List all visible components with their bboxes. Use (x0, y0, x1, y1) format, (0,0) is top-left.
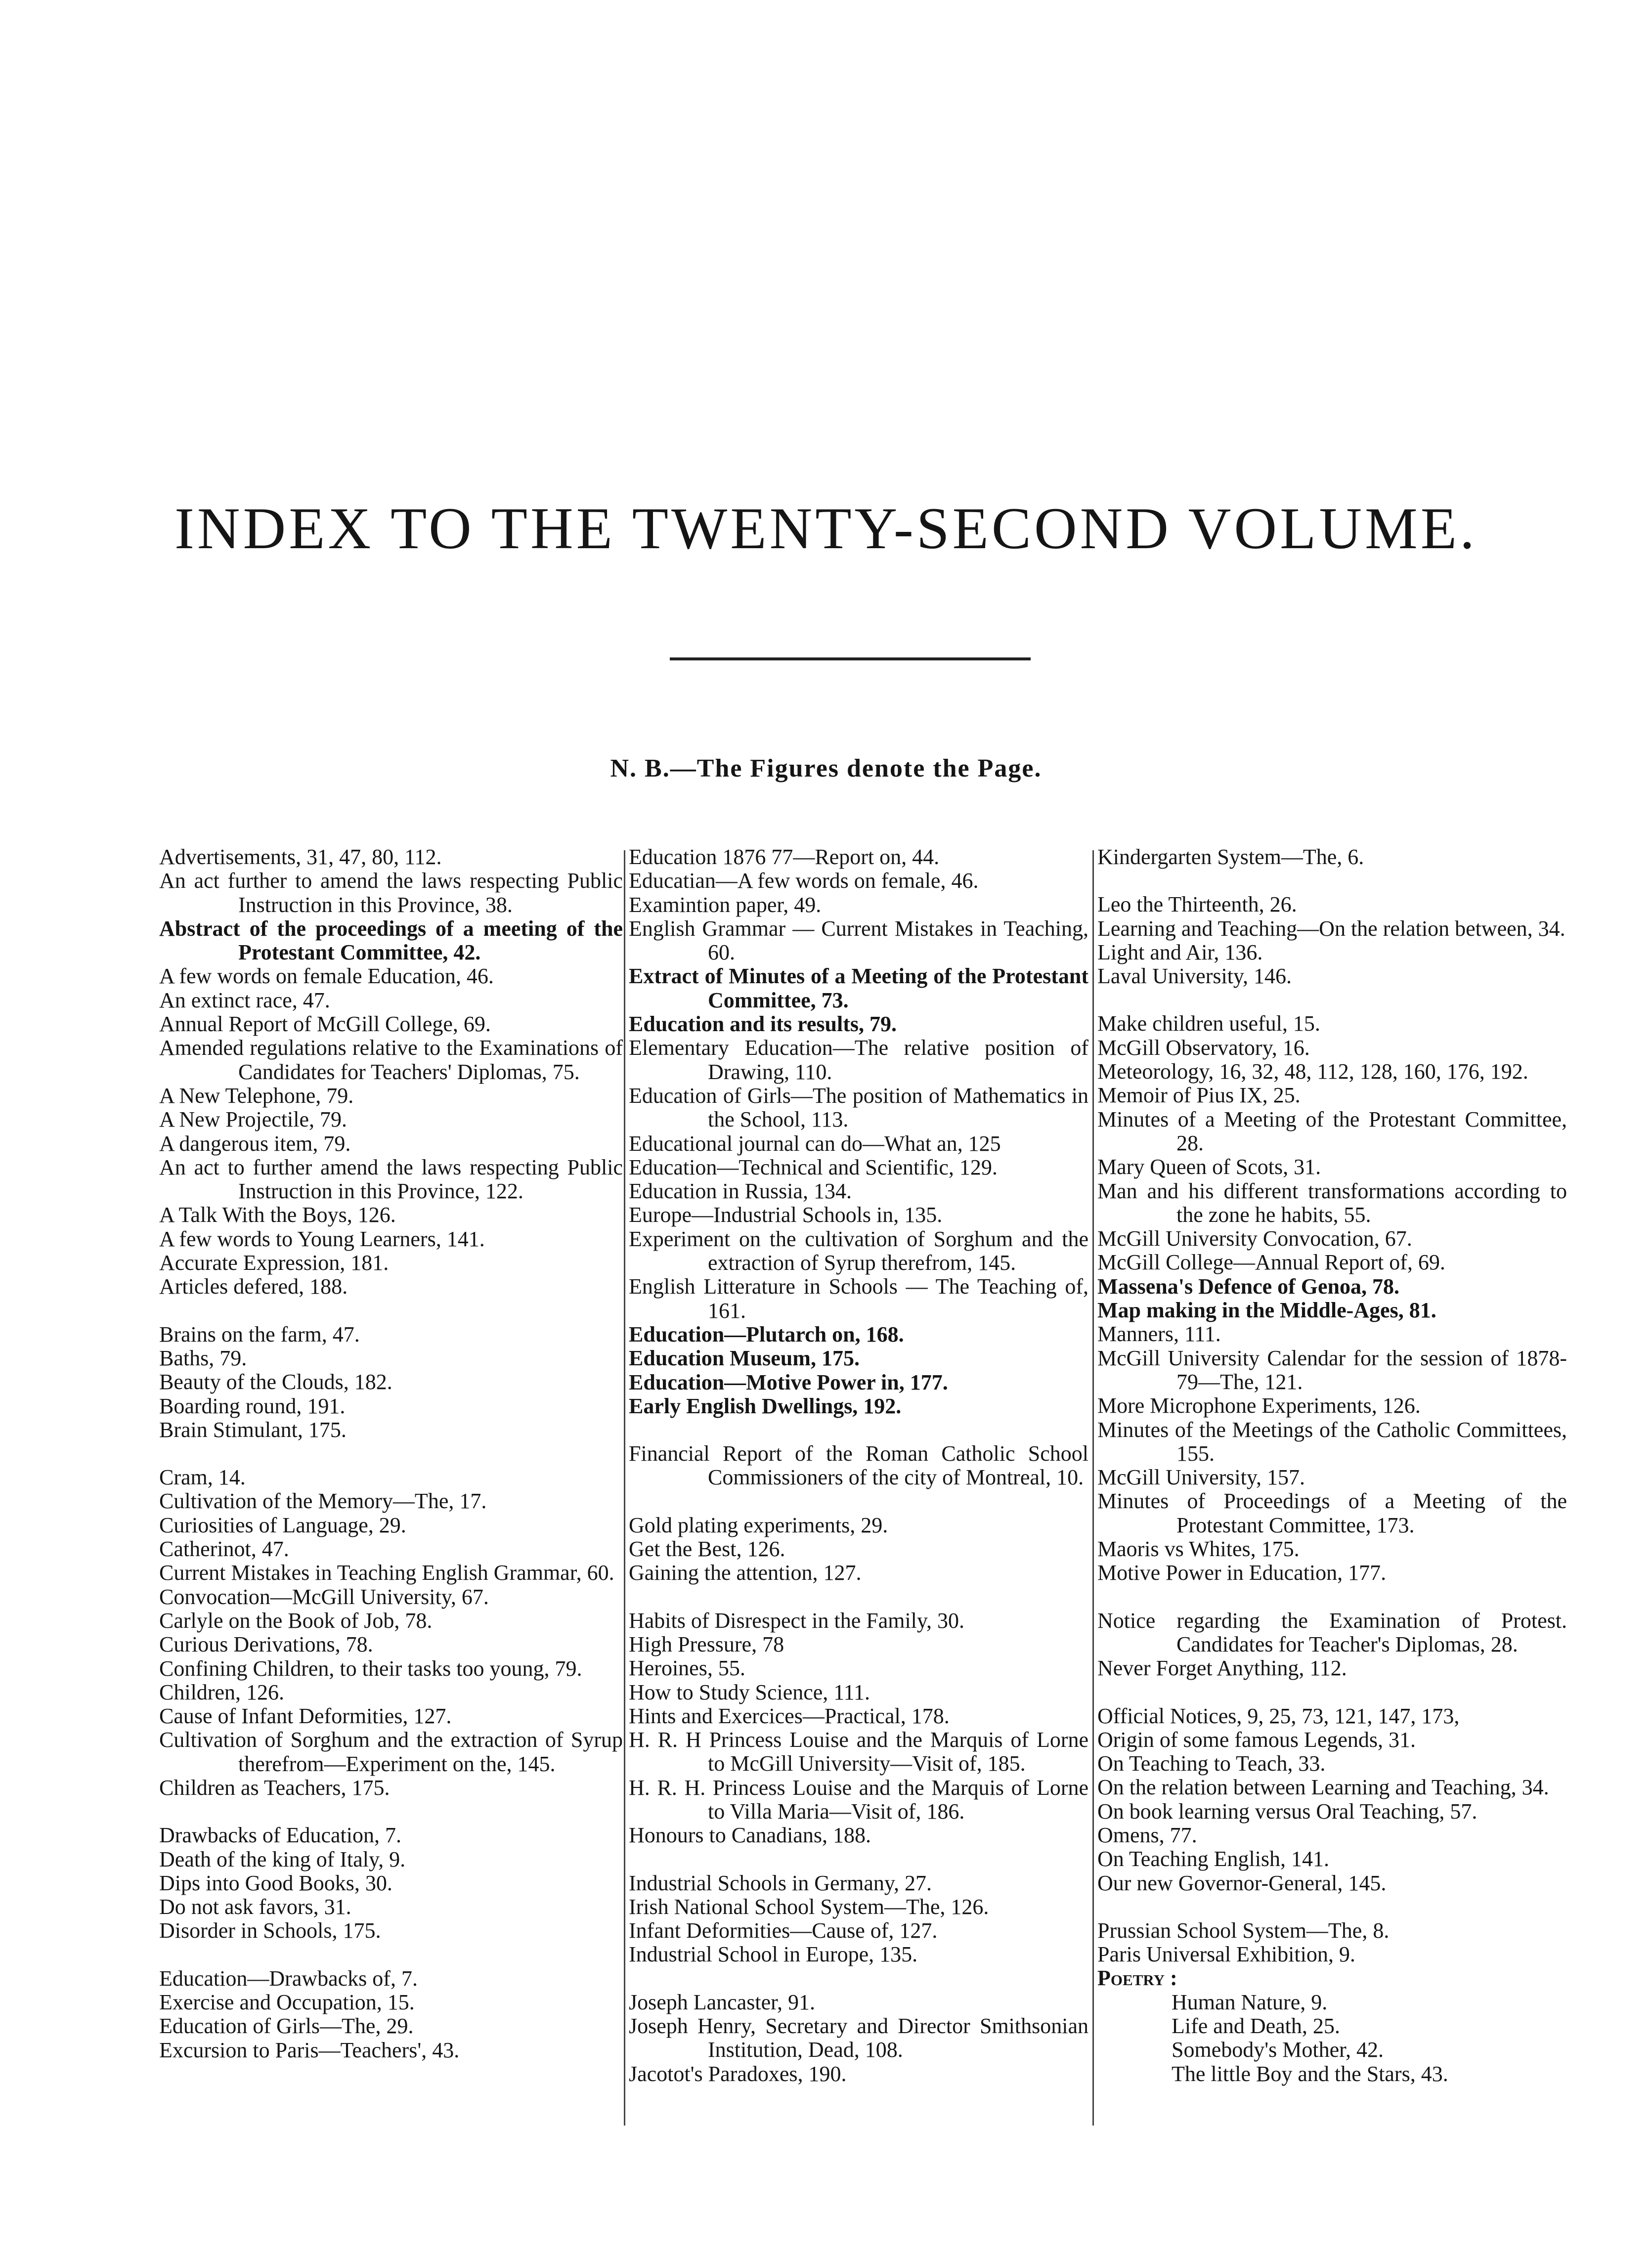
index-entry: Brains on the farm, 47. (159, 1322, 360, 1347)
index-entry: H. R. H. Princess Louise and the Marquis of Lorne to Villa Maria—Visit of, 186. (629, 1775, 1088, 1824)
index-entry: McGill University Convocation, 67. (1097, 1226, 1412, 1251)
index-entry: Make children useful, 15. (1097, 1011, 1320, 1036)
group-spacer (1097, 1681, 1567, 1704)
index-entry: Infant Deformities—Cause of, 127. (629, 1918, 938, 1943)
page-figures-note: N. B.—The Figures denote the Page. (610, 754, 1042, 782)
index-entry: Baths, 79. (159, 1346, 247, 1370)
index-entry: Drawbacks of Education, 7. (159, 1823, 401, 1848)
index-entry: An act further to amend the laws respecting Public Instruction in this Province, 38. (159, 869, 623, 917)
index-entry: Boarding round, 191. (159, 1393, 346, 1418)
index-entry: Light and Air, 136. (1097, 940, 1263, 964)
index-entry: Articles defered, 188. (159, 1274, 348, 1299)
index-entry: A New Telephone, 79. (159, 1083, 354, 1108)
index-entry: Educational journal can do—What an, 125 (629, 1131, 1001, 1156)
index-entry: Laval University, 146. (1097, 964, 1292, 989)
index-entry: Children as Teachers, 175. (159, 1775, 390, 1800)
index-entry: A dangerous item, 79. (159, 1131, 351, 1156)
group-spacer (1097, 1895, 1567, 1919)
index-entry: Man and his different transformations according to the zone he habits, 55. (1097, 1178, 1567, 1227)
index-entry: Death of the king of Italy, 9. (159, 1847, 406, 1871)
index-section-heading: Poetry : (1097, 1966, 1177, 1991)
index-entry: More Microphone Experiments, 126. (1097, 1393, 1421, 1418)
index-entry: Our new Governor-General, 145. (1097, 1870, 1387, 1895)
index-entry: Education of Girls—The position of Mathematics in the School, 113. (629, 1083, 1088, 1132)
index-entry: Cram, 14. (159, 1465, 246, 1490)
index-entry: Advertisements, 31, 47, 80, 112. (159, 845, 442, 869)
index-entry: Somebody's Mother, 42. (1172, 2038, 1384, 2062)
index-entry: Education—Drawbacks of, 7. (159, 1966, 418, 1991)
index-entry: McGill University Calendar for the session of 1878-79—The, 121. (1097, 1346, 1567, 1394)
index-entry: Jacotot's Paradoxes, 190. (629, 2061, 847, 2086)
index-entry: Financial Report of the Roman Catholic School Commissioners of the city of Montreal, 10. (629, 1441, 1088, 1490)
index-entry: Joseph Lancaster, 91. (629, 1990, 816, 2014)
index-entry: Heroines, 55. (629, 1656, 745, 1681)
group-spacer (629, 1490, 1088, 1514)
index-entry: An act to further amend the laws respecting Public Instruction in this Province, 122. (159, 1155, 623, 1204)
index-entry: Maoris vs Whites, 175. (1097, 1537, 1300, 1562)
index-entry: Europe—Industrial Schools in, 135. (629, 1203, 943, 1227)
index-entry: Education in Russia, 134. (629, 1179, 852, 1204)
index-entry: Never Forget Anything, 112. (1097, 1656, 1347, 1681)
index-entry: On Teaching English, 141. (1097, 1847, 1330, 1871)
group-spacer (629, 1418, 1088, 1442)
index-entry: Exercise and Occupation, 15. (159, 1990, 415, 2015)
index-entry: Education of Girls—The, 29. (159, 2014, 414, 2039)
index-entry: Education—Plutarch on, 168. (629, 1322, 904, 1347)
group-spacer (159, 1943, 623, 1967)
index-entry: Joseph Henry, Secretary and Director Smithsonian Institution, Dead, 108. (629, 2014, 1088, 2062)
index-entry: Excursion to Paris—Teachers', 43. (159, 2038, 460, 2062)
index-entry: Beauty of the Clouds, 182. (159, 1370, 392, 1394)
index-entry: Educatian—A few words on female, 46. (629, 869, 979, 893)
index-entry: Education—Technical and Scientific, 129. (629, 1155, 998, 1179)
group-spacer (159, 1800, 623, 1824)
index-entry: Extract of Minutes of a Meeting of the Protestant Committee, 73. (629, 964, 1088, 1012)
index-entry: An extinct race, 47. (159, 988, 330, 1012)
index-entry: Cultivation of Sorghum and the extraction of Syrup therefrom—Experiment on the, 145. (159, 1728, 623, 1776)
index-entry: Human Nature, 9. (1172, 1990, 1328, 2014)
group-spacer (159, 1442, 623, 1466)
index-entry: On Teaching to Teach, 33. (1097, 1751, 1326, 1776)
index-entry: Massena's Defence of Genoa, 78. (1097, 1274, 1400, 1299)
index-entry: The little Boy and the Stars, 43. (1172, 2061, 1448, 2086)
index-entry: Education and its results, 79. (629, 1012, 897, 1037)
column-divider (624, 850, 625, 2126)
index-entry: Annual Report of McGill College, 69. (159, 1012, 491, 1037)
index-entry: McGill College—Annual Report of, 69. (1097, 1250, 1445, 1275)
index-entry: Education—Motive Power in, 177. (629, 1370, 948, 1394)
index-column-3 (1097, 845, 1567, 2086)
index-entry: High Pressure, 78 (629, 1632, 784, 1656)
group-spacer (629, 1848, 1088, 1871)
index-entry: Examintion paper, 49. (629, 892, 822, 917)
index-entry: Curious Derivations, 78. (159, 1632, 373, 1657)
group-spacer (159, 1299, 623, 1323)
index-entry: Minutes of a Meeting of the Protestant Committee, 28. (1097, 1107, 1567, 1155)
index-entry: Gold plating experiments, 29. (629, 1513, 888, 1537)
index-entry: Children, 126. (159, 1680, 284, 1704)
index-entry: A few words to Young Learners, 141. (159, 1226, 485, 1251)
index-entry: Mary Queen of Scots, 31. (1097, 1155, 1321, 1179)
index-column-2 (629, 845, 1088, 2086)
index-entry: Amended regulations relative to the Examinations of Candidates for Teachers' Diplomas, 75. (159, 1036, 623, 1084)
index-entry: Brain Stimulant, 175. (159, 1417, 347, 1442)
index-entry: Prussian School System—The, 8. (1097, 1918, 1390, 1943)
index-entry: How to Study Science, 111. (629, 1680, 870, 1704)
index-entry: A few words on female Education, 46. (159, 964, 494, 989)
index-entry: Irish National School System—The, 126. (629, 1894, 989, 1919)
index-entry: Get the Best, 126. (629, 1537, 785, 1562)
index-entry: Cultivation of the Memory—The, 17. (159, 1489, 487, 1514)
index-entry: Meteorology, 16, 32, 48, 112, 128, 160, 176, 192. (1097, 1059, 1528, 1084)
index-entry: Kindergarten System—The, 6. (1097, 845, 1364, 869)
index-entry: Accurate Expression, 181. (159, 1251, 389, 1275)
index-entry: Origin of some famous Legends, 31. (1097, 1727, 1416, 1752)
index-column-1 (159, 845, 623, 2062)
index-entry: Abstract of the proceedings of a meeting of the Protestant Committee, 42. (159, 916, 623, 965)
index-entry: Notice regarding the Examination of Protest. Candidates for Teacher's Diplomas, 28. (1097, 1608, 1567, 1656)
index-entry: Confining Children, to their tasks too young, 79. (159, 1656, 582, 1681)
title-rule (670, 657, 1031, 660)
index-entry: Official Notices, 9, 25, 73, 121, 147, 173, (1097, 1703, 1460, 1728)
index-entry: Omens, 77. (1097, 1823, 1197, 1847)
index-entry: Manners, 111. (1097, 1322, 1221, 1347)
index-entry: Honours to Canadians, 188. (629, 1823, 871, 1848)
index-entry: Minutes of Proceedings of a Meeting of the Protestant Committee, 173. (1097, 1489, 1567, 1537)
column-divider (1092, 850, 1094, 2126)
index-entry: Education 1876 77—Report on, 44. (629, 845, 940, 869)
index-entry: Industrial Schools in Germany, 27. (629, 1870, 932, 1895)
index-entry: Map making in the Middle-Ages, 81. (1097, 1298, 1436, 1323)
index-entry: Habits of Disrespect in the Family, 30. (629, 1608, 965, 1633)
index-entry: Disorder in Schools, 175. (159, 1918, 381, 1943)
index-entry: Leo the Thirteenth, 26. (1097, 892, 1297, 917)
index-entry: English Grammar — Current Mistakes in Teaching, 60. (629, 916, 1088, 965)
index-entry: On book learning versus Oral Teaching, 57. (1097, 1799, 1478, 1824)
group-spacer (629, 1585, 1088, 1609)
index-entry: McGill Observatory, 16. (1097, 1035, 1310, 1060)
index-entry: On the relation between Learning and Teaching, 34. (1097, 1775, 1549, 1800)
index-entry: Early English Dwellings, 192. (629, 1393, 902, 1418)
index-entry: Convocation—McGill University, 67. (159, 1584, 489, 1609)
index-entry: McGill University, 157. (1097, 1465, 1305, 1490)
index-entry: Life and Death, 25. (1172, 2014, 1340, 2039)
group-spacer (1097, 1585, 1567, 1609)
group-spacer (1097, 988, 1567, 1012)
index-entry: Dips into Good Books, 30. (159, 1870, 392, 1895)
index-entry: Carlyle on the Book of Job, 78. (159, 1608, 433, 1633)
index-title: INDEX TO THE TWENTY-SECOND VOLUME. (174, 495, 1478, 561)
index-entry: Memoir of Pius IX, 25. (1097, 1083, 1301, 1108)
index-entry: Experiment on the cultivation of Sorghum and the extraction of Syrup therefrom, 145. (629, 1226, 1088, 1275)
index-entry: Education Museum, 175. (629, 1346, 860, 1371)
index-entry: Gaining the attention, 127. (629, 1561, 862, 1585)
index-entry: Curiosities of Language, 29. (159, 1513, 406, 1537)
index-entry: Cause of Infant Deformities, 127. (159, 1704, 452, 1729)
index-entry: Learning and Teaching—On the relation between, 34. (1097, 916, 1565, 941)
index-entry: Motive Power in Education, 177. (1097, 1561, 1387, 1585)
index-entry: Do not ask favors, 31. (159, 1895, 351, 1919)
group-spacer (629, 1967, 1088, 1991)
index-entry: A Talk With the Boys, 126. (159, 1203, 396, 1227)
index-entry: Current Mistakes in Teaching English Grammar, 60. (159, 1561, 614, 1585)
index-entry: A New Projectile, 79. (159, 1107, 348, 1132)
group-spacer (1097, 869, 1567, 893)
index-entry: Hints and Exercices—Practical, 178. (629, 1703, 950, 1728)
index-entry: Industrial School in Europe, 135. (629, 1942, 918, 1967)
index-entry: Minutes of the Meetings of the Catholic Committees, 155. (1097, 1417, 1567, 1466)
index-entry: Elementary Education—The relative position of Drawing, 110. (629, 1036, 1088, 1084)
index-entry: English Litterature in Schools — The Teaching of, 161. (629, 1274, 1088, 1323)
index-entry: Paris Universal Exhibition, 9. (1097, 1942, 1355, 1967)
index-entry: H. R. H Princess Louise and the Marquis of Lorne to McGill University—Visit of, 185. (629, 1728, 1088, 1776)
index-entry: Catherinot, 47. (159, 1537, 289, 1562)
